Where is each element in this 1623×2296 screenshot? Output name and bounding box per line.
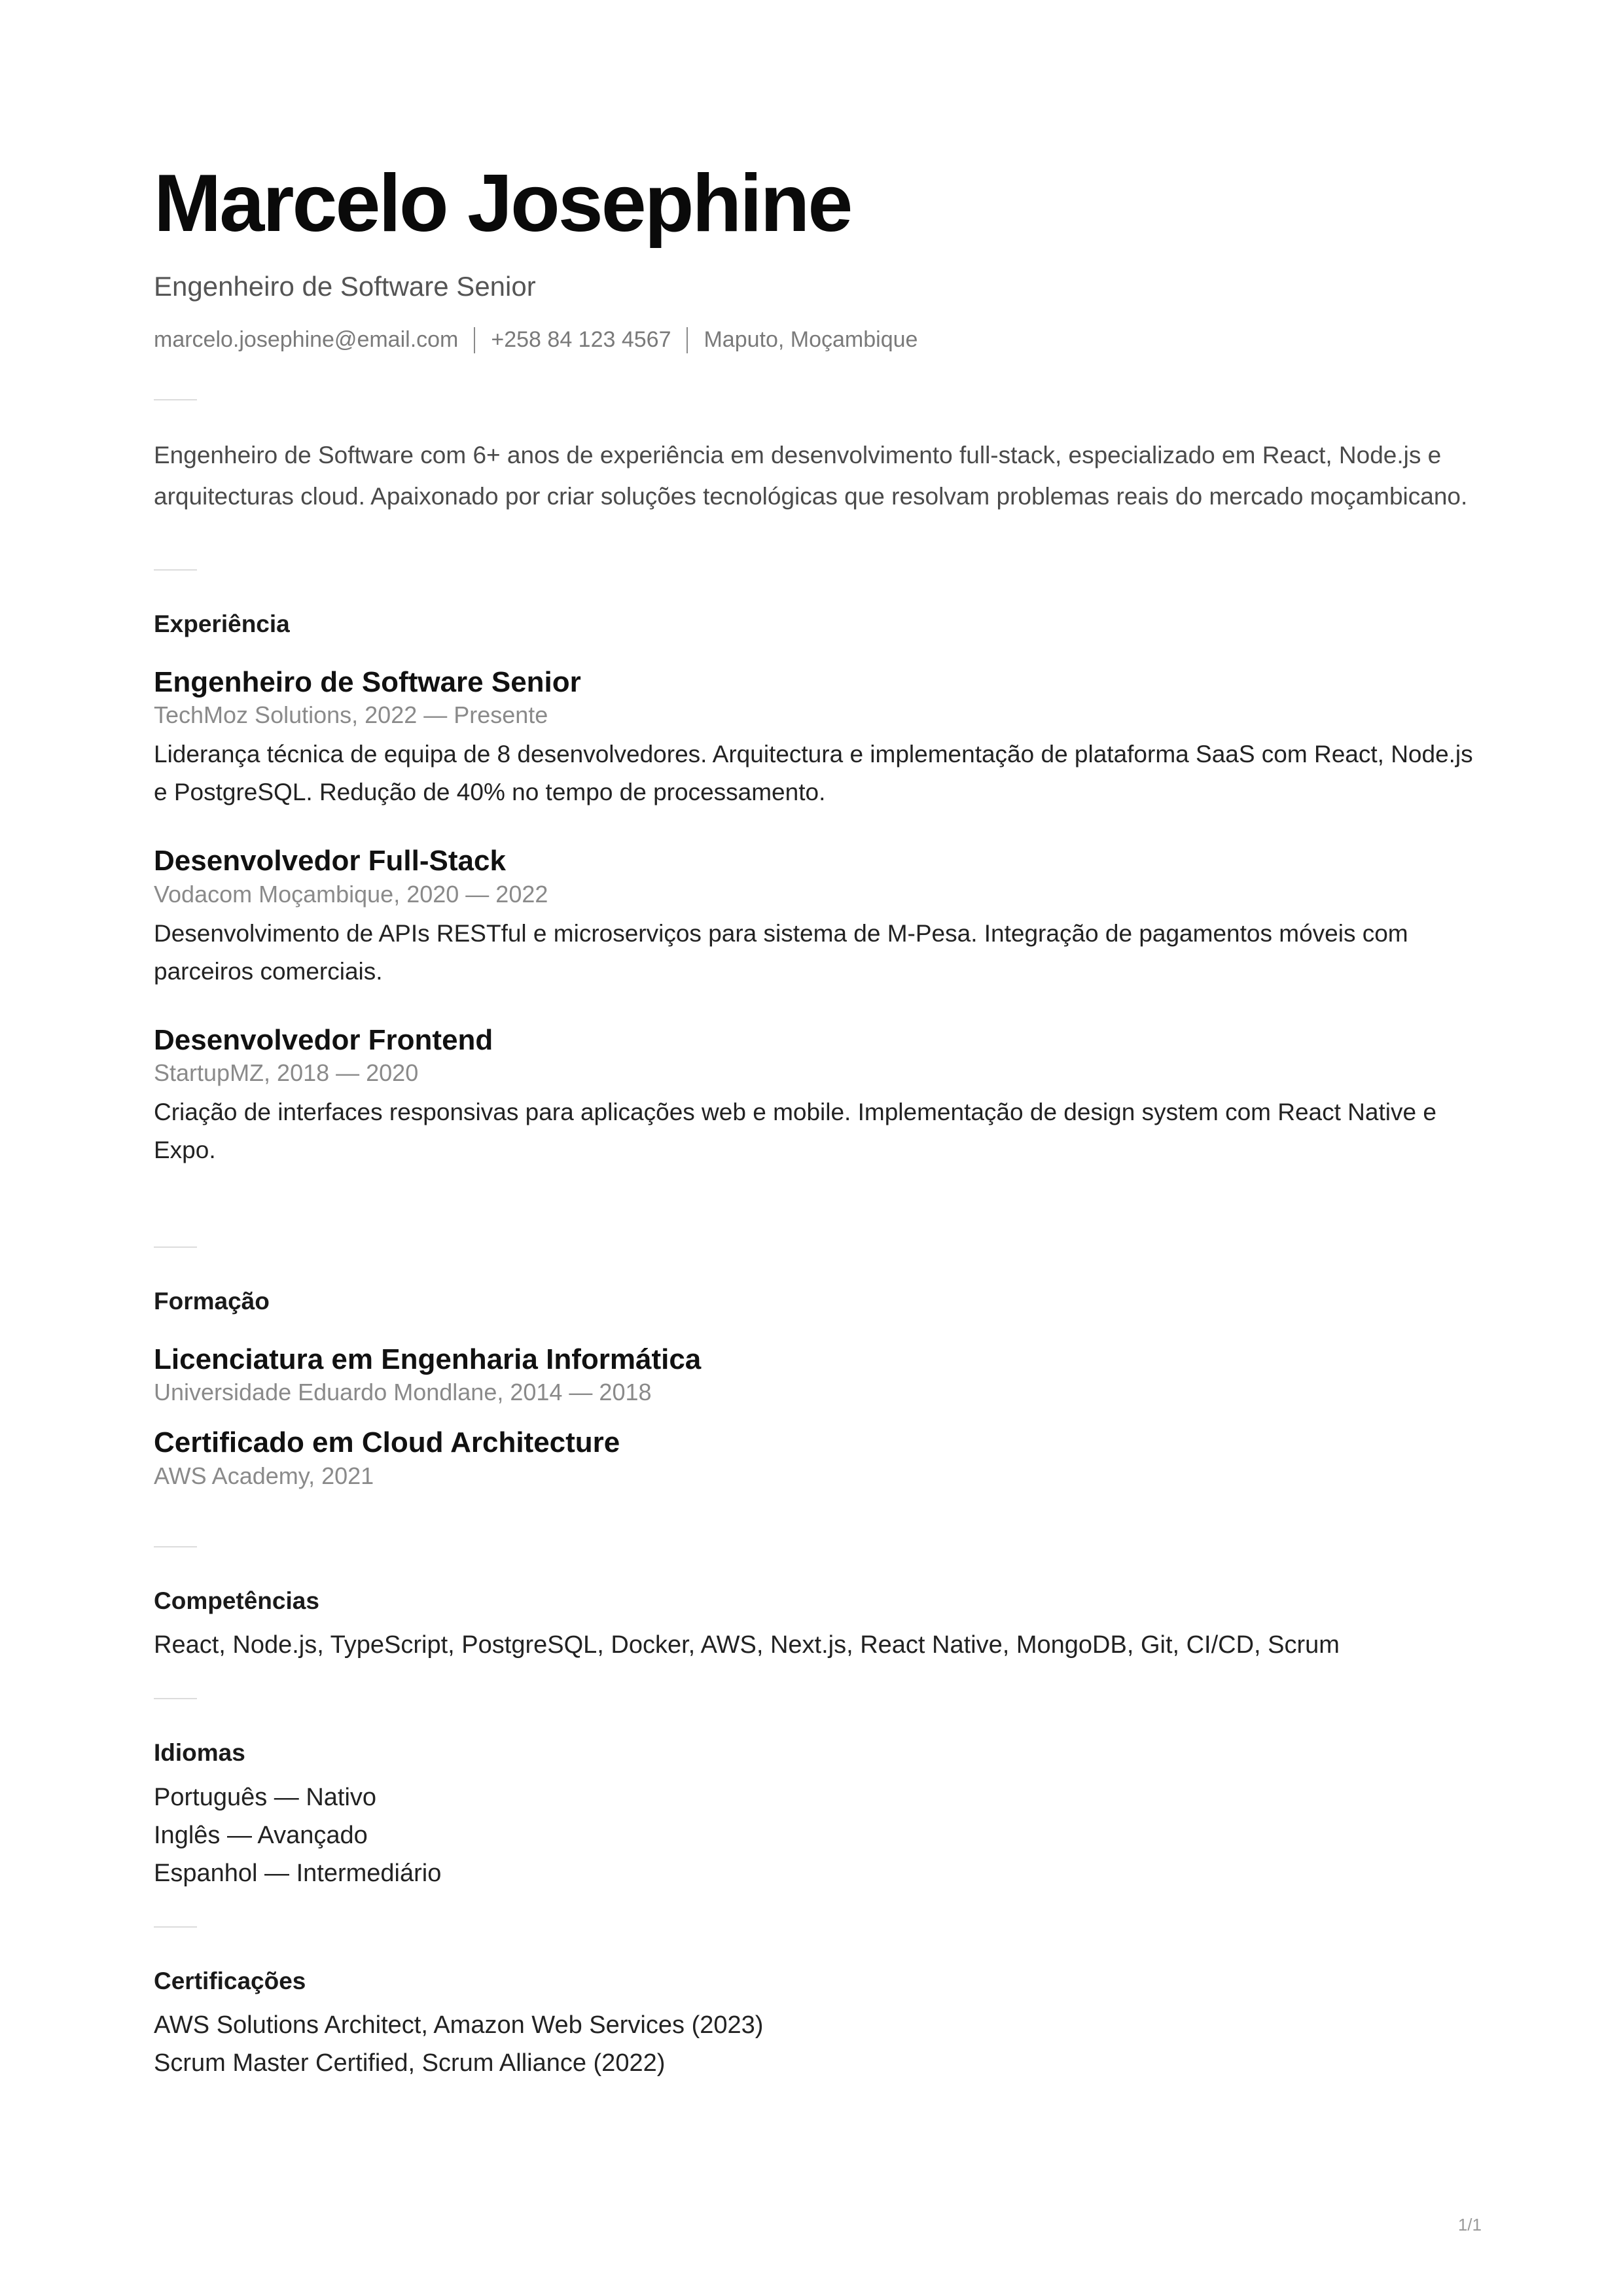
contact-separator — [687, 327, 688, 353]
page-number: 1/1 — [1457, 2215, 1482, 2234]
resume-header — [154, 158, 1482, 353]
education-section — [154, 1287, 1482, 1490]
job-entry — [154, 845, 1482, 991]
section-title-certifications: Certificações — [154, 1967, 306, 1994]
experience-section — [154, 610, 1482, 1169]
languages-section — [154, 1739, 1482, 1892]
certification-item: AWS Solutions Architect, Amazon Web Services (2023) — [154, 2011, 764, 2040]
section-divider — [154, 1546, 197, 1547]
education-title: Licenciatura em Engenharia Informática — [154, 1343, 702, 1375]
section-divider — [154, 1246, 197, 1248]
section-divider — [154, 399, 197, 400]
section-title-skills: Competências — [154, 1587, 319, 1614]
section-title-education: Formação — [154, 1288, 270, 1315]
certifications-list — [154, 2006, 1482, 2082]
education-meta: AWS Academy, 2021 — [154, 1462, 374, 1489]
contact-phone[interactable]: +258 84 123 4567 — [491, 327, 671, 353]
contact-location: Maputo, Moçambique — [704, 327, 918, 353]
education-meta: Universidade Eduardo Mondlane, 2014 — 2018 — [154, 1379, 652, 1406]
summary-text: Engenheiro de Software com 6+ anos de experiência em desenvolvimento full-stack, especializado em React, Node.js e arquitecturas cloud. Apaixonado por criar soluções tecnológicas que resolvam problemas reais do mercado moçambicano. — [154, 442, 1468, 510]
candidate-role: Engenheiro de Software Senior — [154, 271, 536, 302]
language-item: Português — Nativo — [154, 1783, 377, 1811]
resume-page — [154, 147, 1482, 2082]
language-item: Espanhol — Intermediário — [154, 1859, 442, 1887]
contact-email[interactable]: marcelo.josephine@email.com — [154, 327, 459, 353]
section-divider — [154, 1926, 197, 1928]
section-title-experience: Experiência — [154, 610, 290, 638]
job-title: Desenvolvedor Frontend — [154, 1023, 493, 1056]
education-entry — [154, 1344, 1482, 1407]
job-title: Engenheiro de Software Senior — [154, 665, 581, 698]
job-meta: TechMoz Solutions, 2022 — Presente — [154, 701, 548, 728]
candidate-name: Marcelo Josephine — [154, 158, 851, 249]
languages-list — [154, 1778, 1482, 1892]
job-meta: Vodacom Moçambique, 2020 — 2022 — [154, 880, 548, 908]
certification-item: Scrum Master Certified, Scrum Alliance (2022) — [154, 2049, 666, 2077]
section-divider — [154, 569, 197, 571]
contact-separator — [474, 327, 475, 353]
contact-line — [154, 327, 1482, 353]
skills-text: React, Node.js, TypeScript, PostgreSQL, Docker, AWS, Next.js, React Native, MongoDB, Git, CI/CD, Scrum — [154, 1631, 1340, 1659]
job-entry — [154, 1025, 1482, 1170]
job-meta: StartupMZ, 2018 — 2020 — [154, 1059, 419, 1087]
language-item: Inglês — Avançado — [154, 1821, 368, 1849]
certifications-section — [154, 1967, 1482, 2082]
skills-section — [154, 1587, 1482, 1664]
job-description: Criação de interfaces responsivas para aplicações web e mobile. Implementação de design system com React Native e Expo. — [154, 1099, 1436, 1164]
section-divider — [154, 1698, 197, 1699]
job-title: Desenvolvedor Full-Stack — [154, 845, 506, 877]
education-title: Certificado em Cloud Architecture — [154, 1426, 620, 1459]
education-entry — [154, 1427, 1482, 1490]
job-description: Liderança técnica de equipa de 8 desenvolvedores. Arquitectura e implementação de plataforma SaaS com React, Node.js e PostgreSQL. Redução de 40% no tempo de processamento. — [154, 741, 1473, 806]
section-title-languages: Idiomas — [154, 1739, 245, 1767]
job-entry — [154, 667, 1482, 812]
job-description: Desenvolvimento de APIs RESTful e microserviços para sistema de M-Pesa. Integração de pagamentos móveis com parceiros comerciais. — [154, 919, 1408, 985]
